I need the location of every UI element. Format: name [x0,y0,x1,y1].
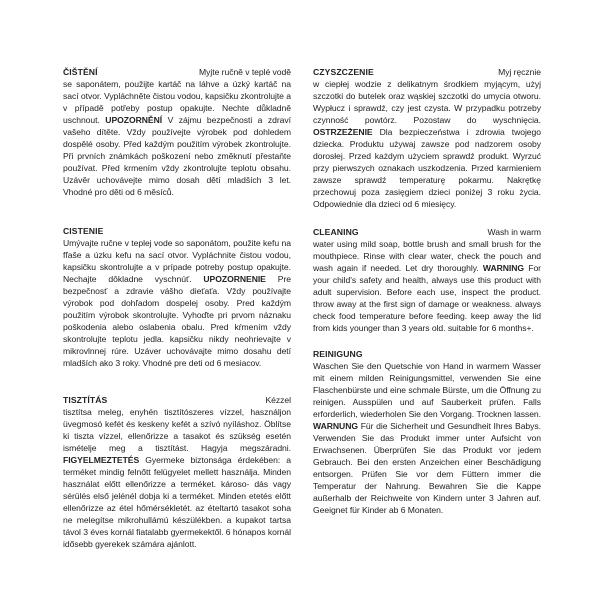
czech-body-1: se saponátem, použijte kartáč na láhve a úzký kartáč na sací otvor. Vypláchněte čistou vodou, kapsičku zkontrolujte a v případě potřeby postup opakujte. Nechte důkladně uschnout. [63,79,291,125]
english-body-2: For your child's safety and health, always use this product with adult supervision. Before each use, inspect the product. throw away at the first sign of damage or weakness. always check food temperature before feeding. keep away the lid from kids younger than 3 years old. suitable for 6 months+. [313,263,541,333]
polish-lead: Myj ręcznie [498,67,541,77]
english-text [313,226,541,334]
section-czech [63,66,291,198]
czech-warning-label: UPOZORNĚNÍ [105,115,168,125]
english-title: CLEANING [313,227,359,237]
polish-body-1: w ciepłej wodzie z delikatnym środkiem myjącym, użyj szczotki do butelek oraz wąskiej szczotki do umycia otworu. Wypłucz i sprawdź, czy jest czysta. W przypadku potrzeby czynność powtórz. Pozostaw do wyschnięcia. [313,79,541,125]
polish-warning-label: OSTRZEŻENIE [313,127,380,137]
english-warning-label: WARNING [482,263,529,273]
czech-text [63,66,291,198]
hungarian-heading-row [63,394,291,406]
hungarian-lead: Kézzel [265,395,291,405]
czech-lead: Myjte ručně v teplé vodě [199,67,291,77]
german-text [313,348,541,516]
section-hungarian [63,394,291,550]
slovak-text [63,225,291,369]
english-body-1: water using mild soap, bottle brush and small brush for the mouthpiece. Rinse with clear water, check the pouch and wash again if needed. Let dry thoroughly. [313,239,541,273]
polish-heading-row [313,66,541,78]
hungarian-body-1: tisztítsa meleg, enyhén tisztítószeres vízzel, használjon üvegmosó kefét és keskeny kefét a szívó nyíláshoz. Öblítse ki tiszta vízzel, ellenőrizze a tasakot és szükség esetén ismételje meg a tisztítást. Hagyja megszáradni. [63,407,291,453]
czech-heading-row [63,66,291,78]
left-column [63,66,291,568]
section-german [313,348,541,516]
german-warning-label: WARNUNG [313,421,361,431]
polish-text [313,66,541,210]
section-polish [313,66,541,210]
hungarian-text [63,394,291,550]
german-body-2: Für die Sicherheit und Gesundheit Ihres Babys. Verwenden Sie das Produkt immer unter Aufsicht von Erwachsenen. Überprüfen Sie das Produkt vor jedem Gebrauch. Bei den ersten Anzeichen einer Beschädigung entsorgen. Prüfen Sie vor dem Füttern immer die Temperatur der Nahrung. Bewahren Sie die Kappe außerhalb der Reichweite von Kindern unter 3 Jahren auf. Geeignet für Kinder ab 6 Monaten. [313,421,541,515]
german-body-1: Waschen Sie den Quetschie von Hand in warmem Wasser mit einem milden Reinigungsmittel, verwenden Sie eine Flaschenbürste und eine schmale Bürste, um die Öffnung zu reinigen. Ausspülen und auf Sauberkeit prüfen. Falls erforderlich, wiederholen Sie den Vorgang. Trocknen lassen. [313,361,541,419]
hungarian-title: TISZTÍTÁS [63,395,108,405]
section-english [313,226,541,334]
right-column [313,66,541,534]
polish-body-2: Dla bezpieczeństwa i zdrowia twojego dziecka. Produktu używaj zawsze pod nadzorem osoby dorosłej. Przed każdym użyciem sprawdź produkt. Wyrzuć przy pierwszych oznakach uszkodzenia. Przed karmieniem zawsze sprawdź temperaturę pokarmu. Nakrętkę przechowuj poza zasięgiem dzieci poniżej 3 roku życia. Odpowiednie dla dzieci od 6 miesięcy. [313,127,542,209]
section-slovak [63,225,291,369]
hungarian-warning-label: FIGYELMEZTETÉS [63,455,146,465]
hungarian-body-2: Gyermeke biztonsága érdekében: a terméket mindig felnőtt felügyelet mellett használja. Minden használat előtt ellenőrizze a terméket. károso- dás vagy sérülés első jelénél dobja ki a terméket. Minden etetés előtt ellenőrizze az étel hőmérsékletét. az ételtartó tasakot soha ne melegítse mikrohullámú készülékben. a kupakot tartsa távol 3 éves kornál fiatalabb gyermekektől. 6 hónapos kornál idősebb gyerekek számára ajánlott. [63,455,291,549]
slovak-body-2: Pre bezpečnosť a zdravie vášho dieťaťa. Vždy používajte výrobok pod dohľadom dospelej osoby. Pred každým použitím výrobok skontrolujte. Vyhoďte pri prvom náznaku poškodenia alebo oslabenia obalu. Pred kŕmením vždy skontrolujte teplotu jedla. kapsičku nikdy neohrievajte v mikrovlnnej rúre. Uzáver uchovávajte mimo dosahu detí mladších ako 3 roky. Vhodné pre deti od 6 mesiacov. [63,274,291,368]
slovak-warning-label: UPOZORNENIE [203,274,278,284]
polish-title: CZYSZCZENIE [313,67,374,77]
czech-title: ČIŠTĚNÍ [63,67,98,77]
czech-body-2: V zájmu bezpečnosti a zdraví vašeho dítěte. Vždy používejte výrobek pod dohledem dospělé osoby. Před každým použitím výrobek zkontrolujte. Při prvních známkách poškození nebo změknutí přestaňte používat. Před krmením vždy zkontrolujte teplotu obsahu. Uzávěr uchovávejte mimo dosah dětí mladších 3 let. Vhodné pro děti od 6 měsíců. [63,115,291,197]
english-heading-row [313,226,541,238]
english-lead: Wash in warm [487,227,541,237]
slovak-title: CISTENIE [63,226,104,236]
slovak-body-1: Umývajte ručne v teplej vode so saponátom, použite kefu na fľaše a úzku kefu na sací otvor. Vypláchnite čistou vodou, kapsičku skontrolujte a v prípade potreby postup opakujte. Nechajte dôkladne vyschnúť. [63,238,291,284]
german-title: REINIGUNG [313,349,363,359]
